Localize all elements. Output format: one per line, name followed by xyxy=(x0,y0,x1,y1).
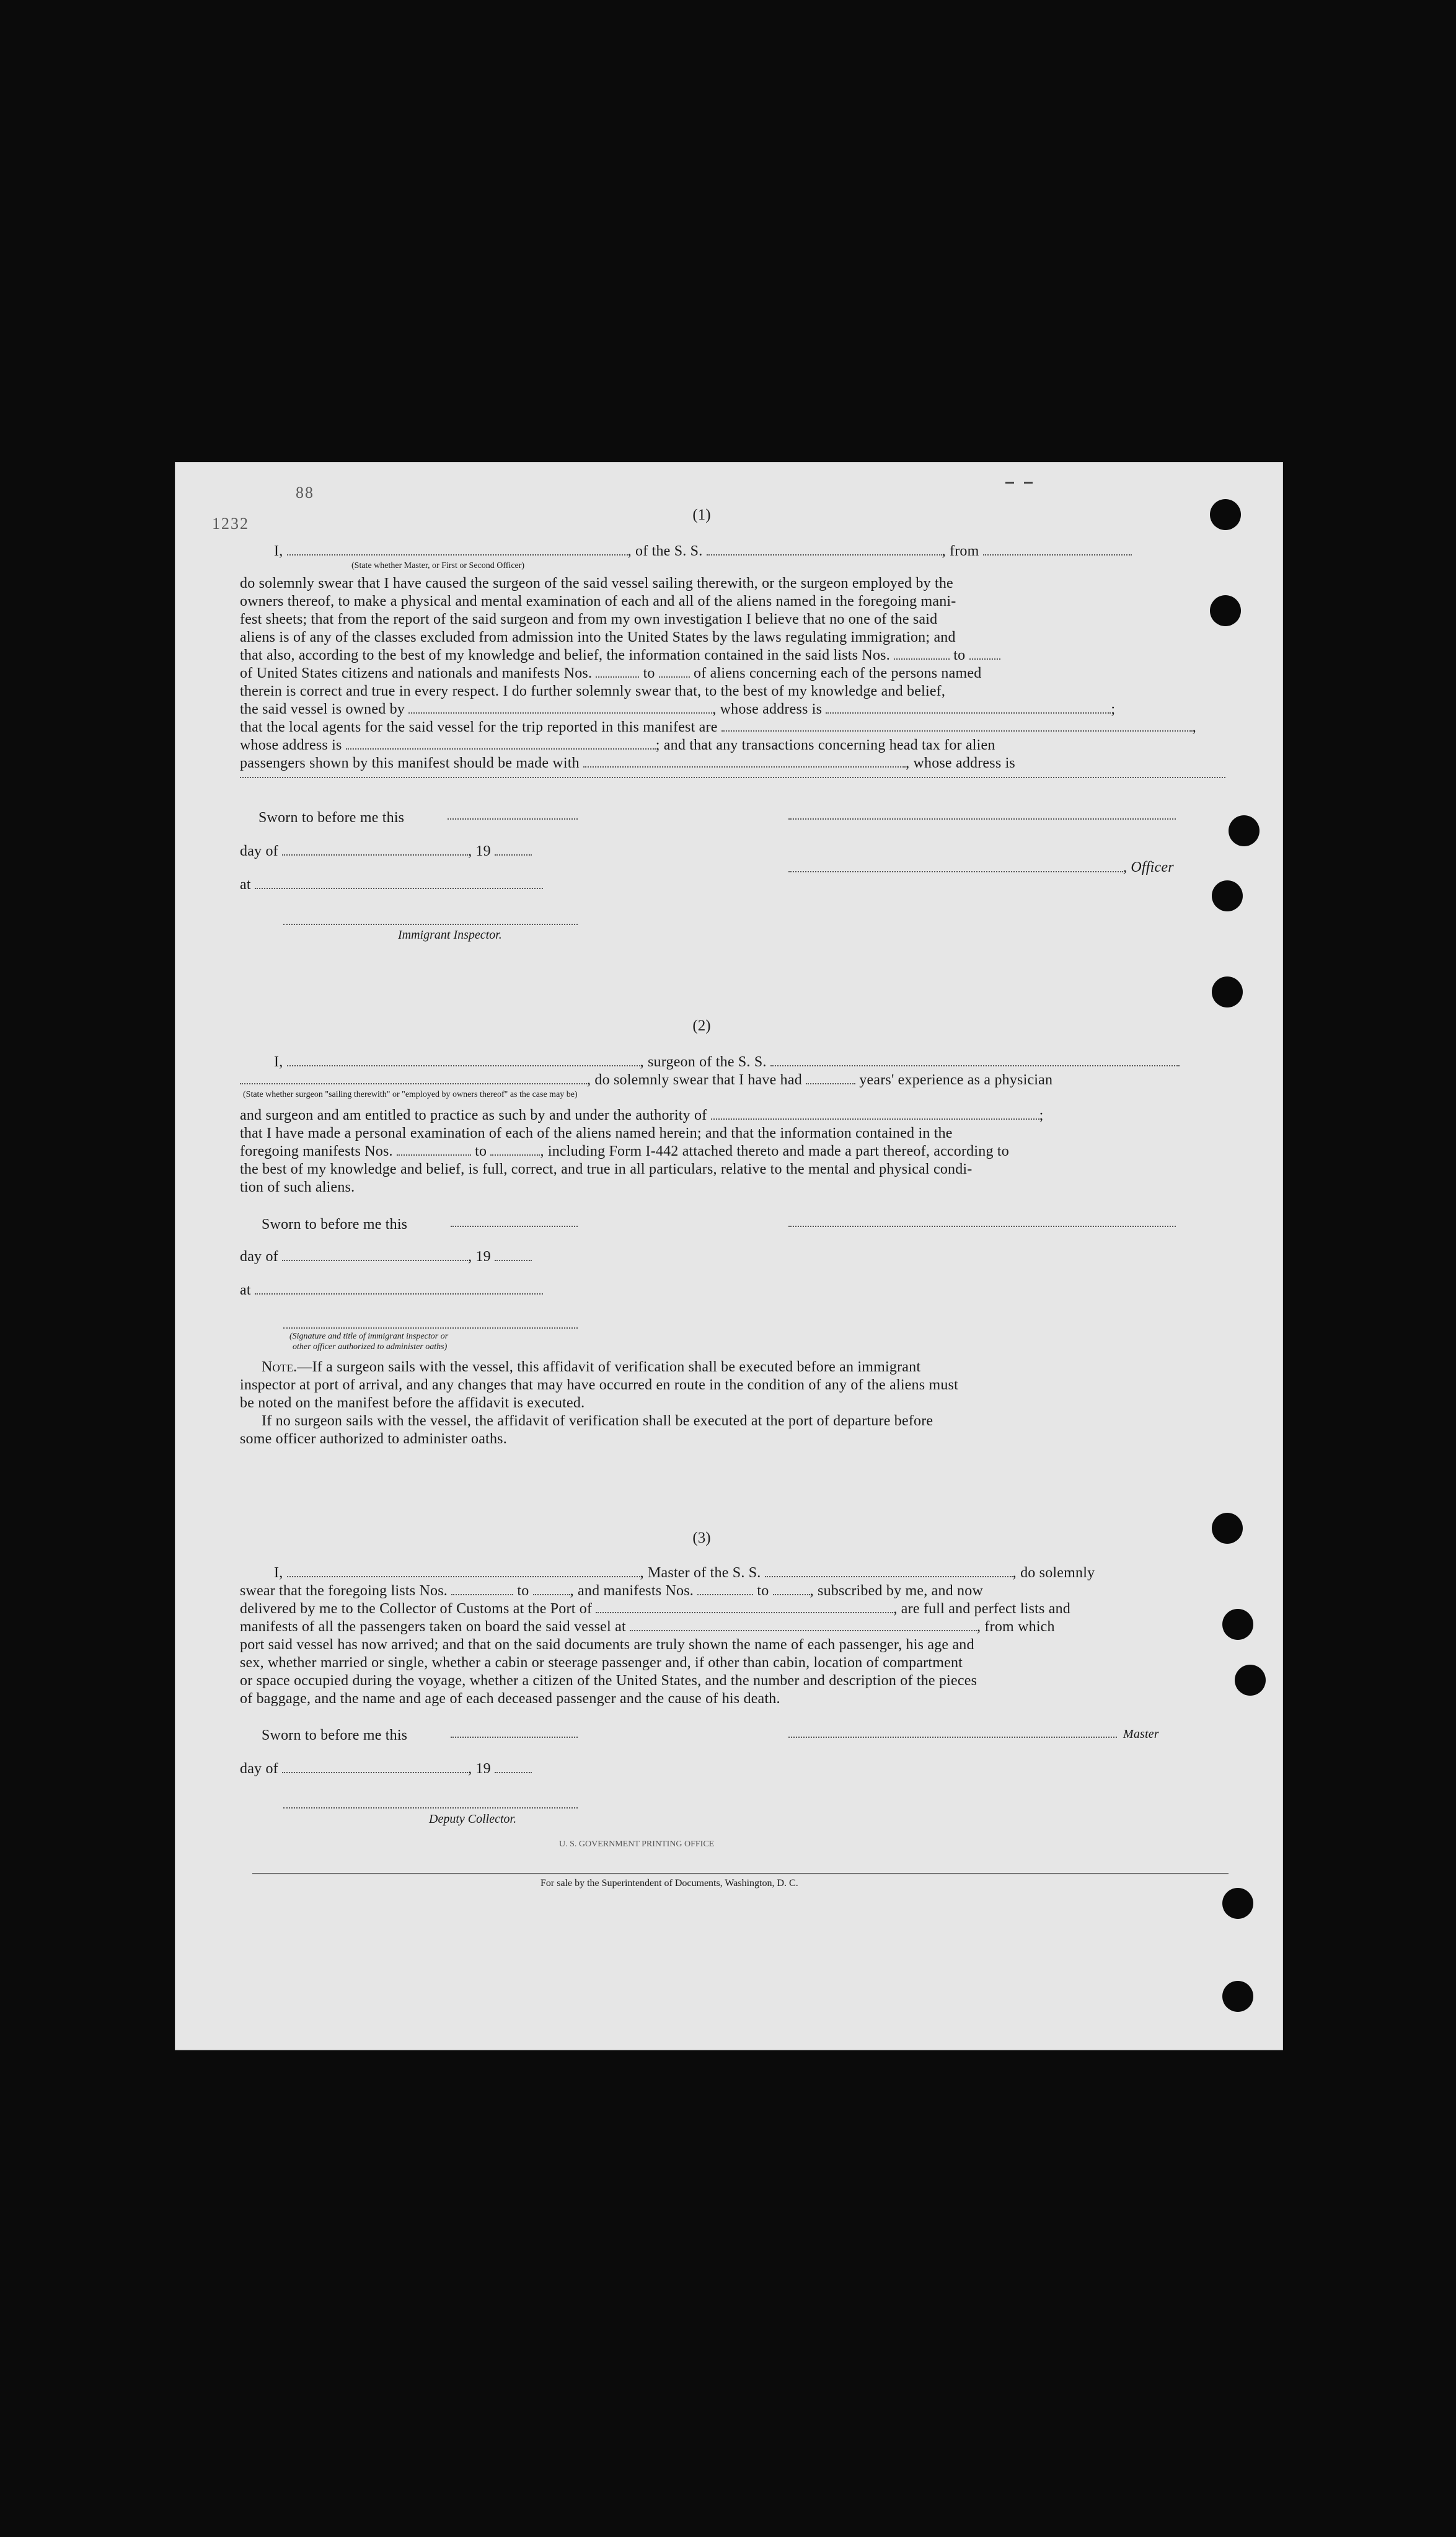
deputy-collector-label: Deputy Collector. xyxy=(429,1812,517,1826)
s1-sworn-field xyxy=(448,818,578,820)
s1-line-3: fest sheets; that from the report of the said surgeon and from my own investigation I believe that no one of the said xyxy=(240,611,938,627)
s3-line-3 xyxy=(240,1618,1055,1636)
s1-line-6 xyxy=(240,665,981,683)
s1-day-of-line xyxy=(240,843,532,861)
surgeon-capacity-field xyxy=(240,1072,587,1084)
punch-hole xyxy=(1212,976,1243,1007)
s1-line-2: owners thereof, to make a physical and mental examination of each and all of the aliens named in the foregoing mani- xyxy=(240,593,956,609)
s2-swear-line xyxy=(240,1071,1052,1089)
of-aliens-text: of aliens concerning each of the persons named xyxy=(694,665,982,681)
at-field xyxy=(255,1282,543,1295)
day-of-field xyxy=(282,1761,468,1773)
inspector-signature-line xyxy=(283,924,578,925)
day-of-label: day of xyxy=(240,1249,278,1265)
s3-line-4: port said vessel has now arrived; and that on the said documents are truly shown the name of each passenger, his age and xyxy=(240,1637,974,1653)
at-field xyxy=(255,877,543,889)
from-label: , from xyxy=(942,543,979,559)
s1-line-7: therein is correct and true in every respect. I do further solemnly swear that, to the best of my knowledge and belief, xyxy=(240,683,946,699)
section-1-number: (1) xyxy=(692,507,711,523)
punch-hole xyxy=(1212,880,1243,911)
s3-day-of-line xyxy=(240,1760,532,1778)
surgeon-state-note: (State whether surgeon "sailing therewith" or "employed by owners thereof" as the case may be) xyxy=(243,1090,578,1099)
officer-label: , Officer xyxy=(1123,859,1174,875)
s3-line-5: sex, whether married or single, whether a cabin or steerage passenger and, if other than cabin, location of compartment xyxy=(240,1655,963,1671)
local-agents-text: that the local agents for the said vessel for the trip reported in this manifest are xyxy=(240,719,718,735)
manifests-to-field xyxy=(659,665,690,678)
manifest-affidavit-page xyxy=(175,462,1283,2050)
section-1-header-line xyxy=(274,542,1132,560)
s3-sworn: Sworn to before me this xyxy=(262,1727,408,1743)
punch-hole xyxy=(1222,1981,1253,2012)
s3-manifests-from-field xyxy=(697,1583,753,1595)
s3-vessel-field xyxy=(765,1565,1013,1577)
printing-office-line: U. S. GOVERNMENT PRINTING OFFICE xyxy=(559,1840,715,1849)
at-label: at xyxy=(240,877,251,893)
to-label: to xyxy=(475,1143,487,1159)
s1-line-5-text: that also, according to the best of my knowledge and belief, the information contained in the said lists Nos. xyxy=(240,647,890,663)
s2-line-1: and surgeon and am entitled to practice as such by and under the authority of ; xyxy=(240,1107,1044,1123)
s1-line-10 xyxy=(240,737,995,755)
vessel-name-field xyxy=(707,543,942,556)
s1-line-5 xyxy=(240,647,1000,665)
s1-at-line xyxy=(240,876,543,894)
s1-sworn: Sworn to before me this xyxy=(258,810,405,826)
s3-line-7: of baggage, and the name and age of each deceased passenger and the cause of his death. xyxy=(240,1691,780,1707)
s3-line-1 xyxy=(240,1582,983,1600)
agents-field xyxy=(721,719,1193,732)
punch-hole xyxy=(1229,815,1260,846)
collector-text: delivered by me to the Collector of Customs at the Port of xyxy=(240,1601,593,1617)
s3-line-2 xyxy=(240,1600,1070,1618)
at-label: at xyxy=(240,1282,251,1298)
s1-line-1: do solemnly swear that I have caused the surgeon of the said vessel sailing therewith, or the surgeon employed by the xyxy=(240,575,953,591)
to-label: to xyxy=(757,1583,769,1599)
footer-rule xyxy=(252,1873,1229,1874)
s2-day-of-line xyxy=(240,1248,532,1266)
punch-hole xyxy=(1212,1513,1243,1544)
to-label: to xyxy=(517,1583,529,1599)
master-signature-line xyxy=(788,1737,1117,1738)
year-label: , 19 xyxy=(468,1761,491,1777)
year-field xyxy=(495,843,532,856)
s2-sworn-field xyxy=(451,1226,578,1227)
note-line-2: inspector at port of arrival, and any changes that may have occurred en route in the condition of any of the aliens must xyxy=(240,1377,958,1393)
immigrant-inspector-label: Immigrant Inspector. xyxy=(398,928,502,942)
s1-line-8: the said vessel is owned by , whose address is ; xyxy=(240,701,1116,717)
years-field xyxy=(806,1072,855,1084)
i-label: I, xyxy=(274,543,283,559)
owner-address-field xyxy=(826,701,1111,714)
agents-address-field xyxy=(346,737,656,750)
signature-note-1: (Signature and title of immigrant inspector or xyxy=(289,1332,449,1341)
officer-name-field xyxy=(287,543,628,556)
state-whether-note: (State whether Master, or First or Second Officer) xyxy=(351,561,525,570)
s3-lists-from-field xyxy=(451,1583,513,1595)
punch-hole xyxy=(1222,1888,1253,1919)
authority-field xyxy=(711,1107,1039,1120)
note-label: Note. xyxy=(262,1359,298,1375)
note-text-1: —If a surgeon sails with the vessel, this affidavit of verification shall be executed before an immigrant xyxy=(297,1359,921,1375)
whose-address-label: , whose address is xyxy=(906,755,1015,771)
deputy-collector-signature-line xyxy=(283,1807,578,1809)
owner-field xyxy=(408,701,712,714)
s2-sworn: Sworn to before me this xyxy=(262,1216,408,1233)
s2-manifests-to-field xyxy=(490,1143,540,1156)
punch-hole xyxy=(1222,1609,1253,1640)
to-label: to xyxy=(643,665,655,681)
s2-at-line xyxy=(240,1282,543,1299)
s1-officer-signature-line-2 xyxy=(788,871,1123,872)
foregoing-lists-text: swear that the foregoing lists Nos. xyxy=(240,1583,448,1599)
day-of-label: day of xyxy=(240,1761,278,1777)
year-field xyxy=(495,1249,532,1261)
punch-hole xyxy=(1210,595,1241,626)
years-text: years' experience as a physician xyxy=(859,1072,1053,1088)
to-label: to xyxy=(953,647,966,663)
note-line-4: If no surgeon sails with the vessel, the affidavit of verification shall be executed at the port of departure before xyxy=(262,1413,933,1429)
authority-text: and surgeon and am entitled to practice as such by and under the authority of xyxy=(240,1107,707,1123)
year-label: , 19 xyxy=(468,1249,491,1265)
full-perfect-text: , are full and perfect lists and xyxy=(893,1601,1070,1617)
s3-header-line xyxy=(274,1564,1095,1582)
punch-hole xyxy=(1210,499,1241,530)
master-name-field xyxy=(287,1565,640,1577)
manifests-text: , and manifests Nos. xyxy=(570,1583,694,1599)
s2-line-2: that I have made a personal examination of each of the aliens named herein; and that the information contained in the xyxy=(240,1125,953,1141)
s2-line-4: the best of my knowledge and belief, is full, correct, and true in all particulars, relative to the mental and physical condi- xyxy=(240,1161,973,1177)
address-continuation-line xyxy=(240,777,1225,778)
s2-inspector-signature-line xyxy=(283,1327,578,1329)
port-field xyxy=(596,1601,893,1613)
year-label: , 19 xyxy=(468,843,491,859)
bleed-through-mark: 88 xyxy=(296,484,314,502)
s1-line-4: aliens is of any of the classes excluded from admission into the United States by the laws regulating immigration; and xyxy=(240,629,956,645)
s1-officer-signature-line-1 xyxy=(788,818,1176,820)
section-3-number: (3) xyxy=(692,1530,711,1546)
lists-from-field xyxy=(894,647,950,660)
year-field xyxy=(495,1761,532,1773)
taken-on-board-text: manifests of all the passengers taken on board the said vessel at xyxy=(240,1619,626,1635)
note-line-1 xyxy=(262,1358,920,1376)
s3-manifests-to-field xyxy=(773,1583,810,1595)
signature-note-2: other officer authorized to administer oaths) xyxy=(293,1342,448,1352)
surgeon-name-field xyxy=(287,1054,640,1066)
i-label: I, xyxy=(274,1054,283,1070)
transactions-field xyxy=(583,755,906,768)
surgeon-signature-line xyxy=(788,1226,1176,1227)
of-ss-label: , of the S. S. xyxy=(627,543,703,559)
s1-line-9: that the local agents for the said vessel for the trip reported in this manifest are , xyxy=(240,719,1196,735)
s1-line-11 xyxy=(240,755,1015,773)
passengers-text: passengers shown by this manifest should be made with xyxy=(240,755,580,771)
departure-port-field xyxy=(983,543,1132,556)
s3-lists-to-field xyxy=(533,1583,570,1595)
day-of-field xyxy=(282,1249,468,1261)
s2-header-line xyxy=(274,1053,1180,1071)
s2-manifests-from-field xyxy=(397,1143,471,1156)
surgeon-of-ss-label: , surgeon of the S. S. xyxy=(640,1054,767,1070)
head-tax-text: ; and that any transactions concerning head tax for alien xyxy=(655,737,995,753)
form-text: , including Form I-442 attached thereto and made a part thereof, according to xyxy=(540,1143,1009,1159)
owned-by-text: the said vessel is owned by xyxy=(240,701,405,717)
s2-line-3 xyxy=(240,1143,1009,1161)
day-of-label: day of xyxy=(240,843,278,859)
embarkation-port-field xyxy=(630,1619,977,1631)
s2-vessel-field xyxy=(770,1054,1180,1066)
swear-text: , do solemnly swear that I have had xyxy=(587,1072,802,1088)
master-of-ss-label: , Master of the S. S. xyxy=(640,1565,761,1581)
whose-address-label: , whose address is xyxy=(712,701,823,717)
whose-address-text: whose address is xyxy=(240,737,342,753)
bleed-through-mark: 1232 xyxy=(212,515,249,533)
lists-to-field xyxy=(969,647,1000,660)
s3-sworn-field xyxy=(451,1737,578,1738)
solemnly-text: , do solemnly xyxy=(1012,1565,1095,1581)
s2-line-5: tion of such aliens. xyxy=(240,1179,355,1195)
s3-line-6: or space occupied during the voyage, whether a citizen of the United States, and the number and description of the pieces xyxy=(240,1673,977,1689)
from-which-text: , from which xyxy=(977,1619,1055,1635)
section-2-number: (2) xyxy=(692,1017,711,1034)
s1-line-6-text: of United States citizens and nationals and manifests Nos. xyxy=(240,665,593,681)
note-line-5: some officer authorized to administer oaths. xyxy=(240,1431,507,1447)
dash-mark xyxy=(1005,482,1014,484)
punch-hole xyxy=(1235,1665,1266,1696)
note-line-3: be noted on the manifest before the affidavit is executed. xyxy=(240,1395,585,1411)
master-label: Master xyxy=(1123,1727,1159,1741)
subscribed-text: , subscribed by me, and now xyxy=(810,1583,983,1599)
day-of-field xyxy=(282,843,468,856)
i-label: I, xyxy=(274,1565,283,1581)
for-sale-line: For sale by the Superintendent of Documents, Washington, D. C. xyxy=(540,1878,798,1888)
manifests-from-field xyxy=(596,665,639,678)
dash-mark xyxy=(1024,482,1033,484)
foregoing-manifests-text: foregoing manifests Nos. xyxy=(240,1143,393,1159)
